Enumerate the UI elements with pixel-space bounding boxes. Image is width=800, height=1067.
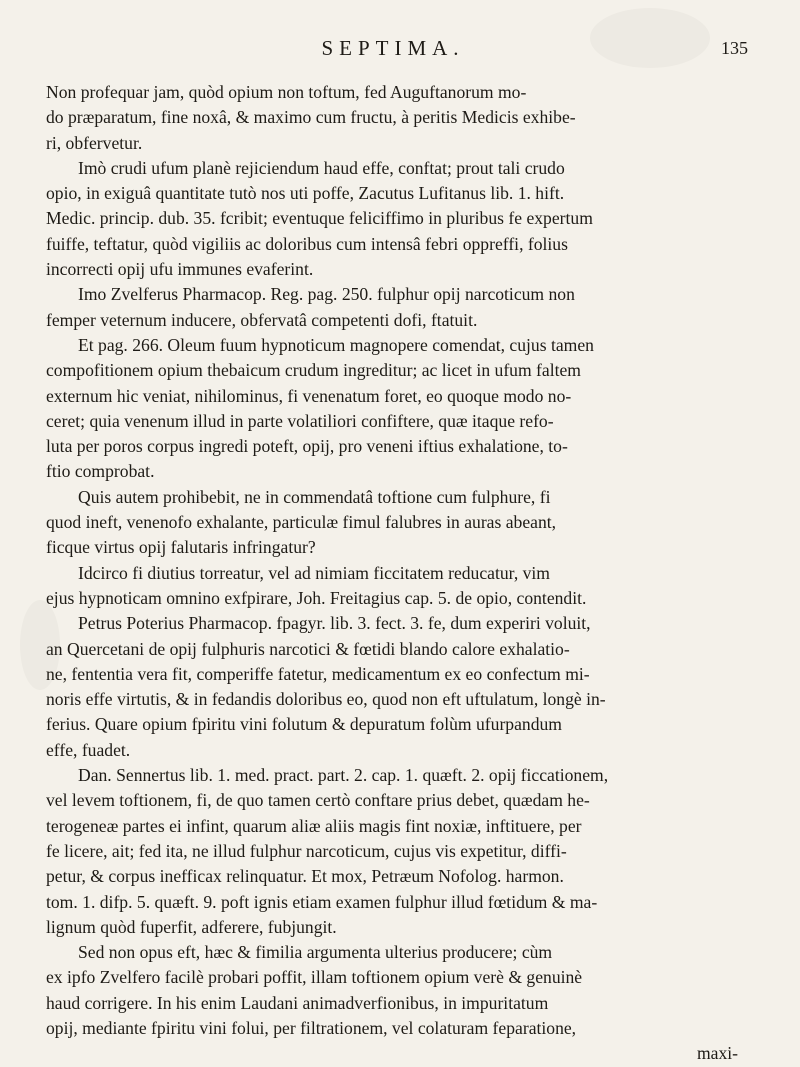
text-line: Idcirco fi diutius torreatur, vel ad nimiam ficcitatem reducatur, vim xyxy=(78,562,550,583)
text-line: incorrecti opij ufu immunes evaferint. xyxy=(46,259,314,280)
text-line: lignum quòd fuperfit, adferere, fubjungit. xyxy=(46,916,337,937)
body-text xyxy=(46,80,740,1067)
text-line: an Quercetani de opij fulphuris narcotici & fœtidi blando calore exhalatio- xyxy=(46,638,570,659)
text-line: Dan. Sennertus lib. 1. med. pract. part. 2. cap. 1. quæft. 2. opij ficcationem, xyxy=(78,765,609,786)
text-line: ri, obfervetur. xyxy=(46,132,143,153)
text-line: vel levem toftionem, fi, de quo tamen certò conftare prius debet, quædam he- xyxy=(46,790,590,811)
text-line: ceret; quia venenum illud in parte volatiliori confiftere, quæ itaque refo- xyxy=(46,410,554,431)
text-line: fuiffe, teftatur, quòd vigiliis ac doloribus cum intensâ febri oppreffi, folius xyxy=(46,233,568,254)
text-line: Medic. princip. dub. 35. fcribit; eventuque feliciffimo in pluribus fe expertum xyxy=(46,208,593,229)
text-line: Imò crudi ufum planè rejiciendum haud effe, conftat; prout tali crudo xyxy=(78,157,565,178)
text-line: fe licere, ait; fed ita, ne illud fulphur narcoticum, cujus vis expetitur, diffi- xyxy=(46,840,567,861)
text-line: Et pag. 266. Oleum fuum hypnoticum magnopere comendat, cujus tamen xyxy=(78,334,594,355)
text-line: ftio comprobat. xyxy=(46,461,155,482)
text-line: luta per poros corpus ingredi poteft, opij, pro veneni iftius exhalatione, to- xyxy=(46,436,568,457)
text-line: opio, in exiguâ quantitate tutò nos uti poffe, Zacutus Lufitanus lib. 1. hift. xyxy=(46,183,565,204)
text-line: Non profequar jam, quòd opium non toftum, fed Auguftanorum mo- xyxy=(46,82,527,102)
text-line: ferius. Quare opium fpiritu vini folutum & depuratum folùm ufurpandum xyxy=(46,714,562,735)
text-line: tom. 1. difp. 5. quæft. 9. poft ignis etiam examen fulphur illud fœtidum & ma- xyxy=(46,891,598,912)
text-line: Imo Zvelferus Pharmacop. Reg. pag. 250. fulphur opij narcoticum non xyxy=(78,284,575,305)
text-line: Petrus Poterius Pharmacop. fpagyr. lib. 3. fect. 3. fe, dum experiri voluit, xyxy=(78,613,591,634)
catchword: maxi- xyxy=(696,1043,738,1064)
text-line: ne, fententia vera fit, comperiffe fatetur, medicamentum ex eo confectum mi- xyxy=(46,663,590,684)
text-line: compofitionem opium thebaicum crudum ingreditur; ac licet in ufum faltem xyxy=(46,360,581,381)
text-line: noris effe virtutis, & in fedandis doloribus eo, quod non eft uftulatum, longè in- xyxy=(46,689,606,710)
text-line: femper veternum inducere, obfervatâ competenti dofi, ftatuit. xyxy=(46,309,478,330)
paper-stain xyxy=(20,600,60,690)
text-line: Sed non opus eft, hæc & fimilia argumenta ulterius producere; cùm xyxy=(78,942,553,963)
text-line: ex ipfo Zvelfero facilè probari poffit, illam toftionem opium verè & genuinè xyxy=(46,967,583,988)
text-line: opij, mediante fpiritu vini folui, per filtrationem, vel colaturam feparatione, xyxy=(46,1017,577,1038)
text-line: do præparatum, fine noxâ, & maximo cum fructu, à peritis Medicis exhibe- xyxy=(46,107,576,128)
text-line: petur, & corpus inefficax relinquatur. Et mox, Petræum Nofolog. harmon. xyxy=(46,866,564,887)
page-header xyxy=(46,36,748,80)
page-number: 135 xyxy=(721,38,748,58)
text-line: haud corrigere. In his enim Laudani animadverfionibus, in impuritatum xyxy=(46,992,549,1013)
text-line: terogeneæ partes ei infint, quarum aliæ aliis magis fint noxiæ, inftituere, per xyxy=(46,815,582,836)
text-line: quod ineft, venenofo exhalante, particulæ fimul falubres in auras abeant, xyxy=(46,512,557,533)
text-line: effe, fuadet. xyxy=(46,739,131,760)
text-line: ficque virtus opij falutaris infringatur? xyxy=(46,537,316,558)
text-line: Quis autem prohibebit, ne in commendatâ toftione cum fulphure, fi xyxy=(78,486,551,507)
text-line: externum hic veniat, nihilominus, fi venenatum foret, eo quoque modo no- xyxy=(46,385,572,406)
text-line: ejus hypnoticam omnino exfpirare, Joh. Freitagius cap. 5. de opio, contendit. xyxy=(46,587,587,608)
running-head: SEPTIMA. xyxy=(321,36,465,60)
